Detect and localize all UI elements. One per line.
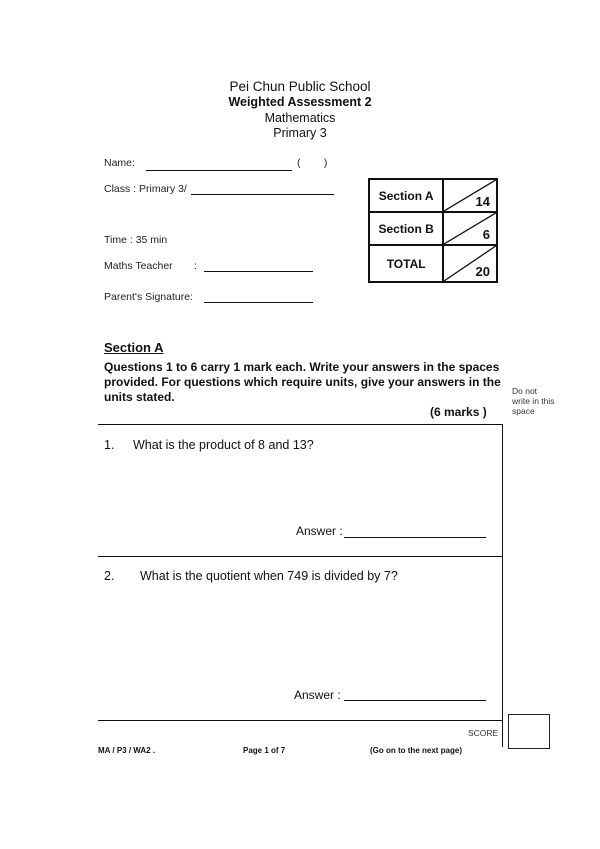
score-row-marks: 20 [475,264,490,279]
score-row-label: Section B [369,212,443,245]
score-row-marks-cell [443,212,497,245]
signature-line [204,302,313,303]
assessment-title: Weighted Assessment 2 [228,95,372,109]
question-text: What is the product of 8 and 13? [133,438,314,452]
margin-vertical-rule [502,424,503,747]
name-label: Name: [104,157,135,169]
teacher-label: Maths Teacher [104,260,173,272]
score-row [369,212,497,245]
answer-line[interactable] [344,700,486,701]
name-line [146,170,292,171]
score-row [369,245,497,282]
question-number: 2. [104,569,115,583]
time-label: Time : 35 min [104,234,168,246]
score-label: SCORE [468,728,499,738]
question-divider [98,720,502,721]
score-row-label: Section A [369,179,443,212]
subject-name: Mathematics [264,111,336,125]
question-number: 1. [104,438,115,452]
signature-label: Parent's Signature: [104,291,193,303]
score-row-marks: 6 [482,227,490,242]
teacher-colon: : [194,260,197,272]
index-paren: ( ) [297,157,328,169]
section-instructions: Questions 1 to 6 carry 1 mark each. Write your answers in the spaces provided. For questions which require units, give your answers in the units stated. [104,360,501,404]
section-marks: (6 marks ) [430,405,487,419]
class-label: Class : Primary 3/ [104,183,187,195]
answer-label: Answer : [294,688,341,702]
score-row-marks: 14 [475,194,490,209]
teacher-line [204,271,313,272]
class-line [191,194,334,195]
footer-next: (Go on to the next page) [370,746,462,755]
margin-note: Do not write in this space [512,386,555,416]
section-top-rule [98,424,502,425]
level-name: Primary 3 [273,126,327,140]
score-table [368,178,498,283]
score-row-label: TOTAL [369,245,443,282]
question-divider [98,556,502,557]
score-row [369,179,497,212]
school-name: Pei Chun Public School [229,79,371,94]
answer-label: Answer : [296,524,343,538]
score-box[interactable] [508,714,550,749]
footer-page: Page 1 of 7 [243,746,286,755]
answer-line[interactable] [344,537,486,538]
section-title: Section A [104,340,164,355]
footer-code: MA / P3 / WA2 . [98,746,156,755]
question-text: What is the quotient when 749 is divided by 7? [140,569,398,583]
score-row-marks-cell [443,179,497,212]
score-row-marks-cell [443,245,497,282]
